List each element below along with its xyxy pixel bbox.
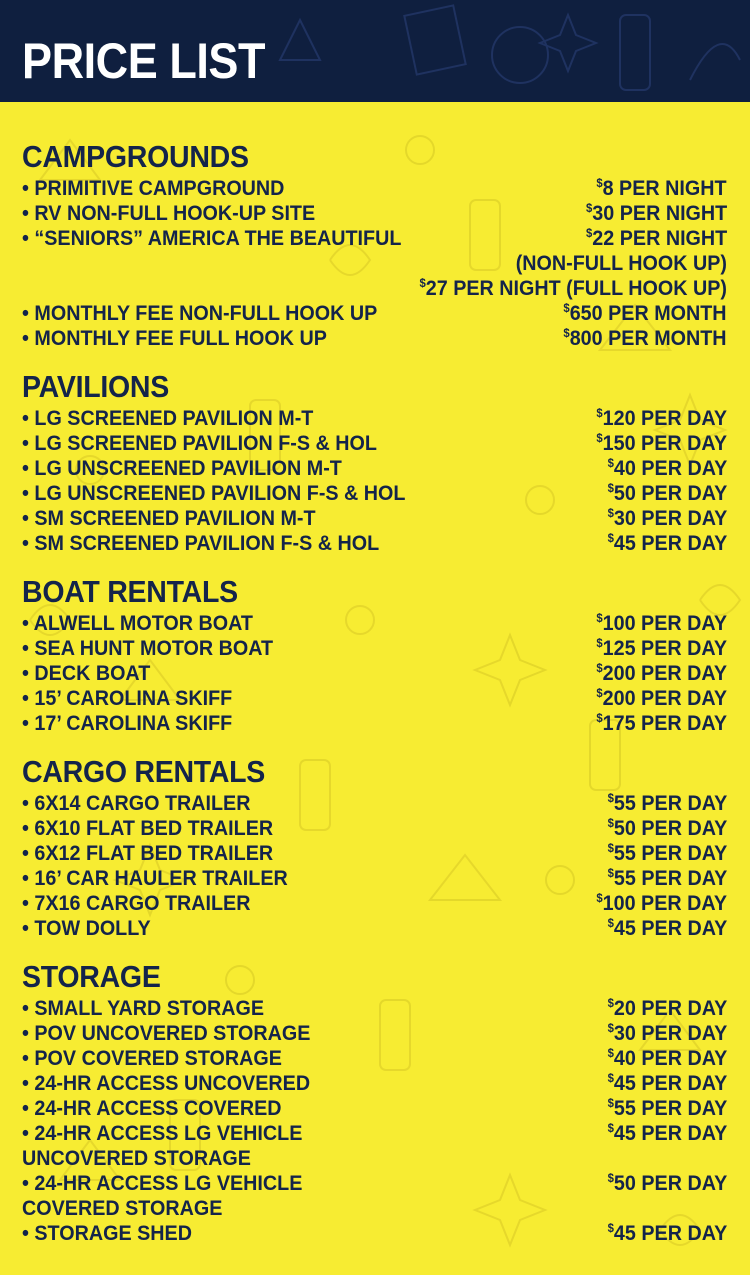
item-price: $55 PER DAY: [607, 791, 727, 815]
item-price: $40 PER DAY: [607, 456, 727, 480]
list-item: [22, 791, 727, 816]
currency-symbol: $: [596, 431, 603, 445]
item-label: • 6X12 FLAT BED TRAILER: [22, 842, 274, 865]
item-price: $45 PER DAY: [607, 1071, 727, 1095]
list-item: [22, 841, 727, 866]
item-label: • 24-HR ACCESS LG VEHICLE UNCOVERED STORAGE: [22, 1122, 303, 1170]
section-title: STORAGE: [22, 959, 161, 994]
currency-symbol: $: [419, 276, 426, 290]
item-price: $150 PER DAY: [596, 431, 727, 455]
item-price: $50 PER DAY: [607, 481, 727, 505]
currency-symbol: $: [607, 996, 614, 1010]
section-title: PAVILIONS: [22, 369, 169, 404]
item-price: $55 PER DAY: [607, 1096, 727, 1120]
list-item: [22, 1121, 727, 1171]
currency-symbol: $: [607, 531, 614, 545]
item-price: $30 PER NIGHT: [585, 201, 727, 225]
item-label: • SMALL YARD STORAGE: [22, 997, 265, 1020]
item-label: • 24-HR ACCESS UNCOVERED: [22, 1072, 311, 1095]
item-price: $20 PER DAY: [607, 996, 727, 1020]
item-label: • STORAGE SHED: [22, 1222, 192, 1245]
currency-symbol: $: [607, 1046, 614, 1060]
page-title: PRICE LIST: [22, 33, 266, 89]
currency-symbol: $: [607, 791, 614, 805]
list-item: [22, 326, 727, 351]
list-item: [22, 891, 727, 916]
item-price: $8 PER NIGHT: [596, 176, 727, 200]
section-title: CARGO RENTALS: [22, 754, 266, 789]
list-item: [22, 1021, 727, 1046]
item-label: • POV COVERED STORAGE: [22, 1047, 282, 1070]
currency-symbol: $: [607, 1221, 614, 1235]
list-item: [22, 816, 727, 841]
list-item: [22, 301, 727, 326]
currency-symbol: $: [596, 711, 603, 725]
item-price: $45 PER DAY: [607, 1221, 727, 1245]
list-item: [22, 686, 727, 711]
item-price: $800 PER MONTH: [563, 326, 727, 350]
item-label: • MONTHLY FEE FULL HOOK UP: [22, 327, 327, 350]
currency-symbol: $: [596, 176, 604, 190]
item-price: $45 PER DAY: [607, 916, 727, 940]
item-price: $55 PER DAY: [607, 866, 727, 890]
list-item: [22, 176, 727, 201]
item-label: • 17’ CAROLINA SKIFF: [22, 712, 233, 735]
item-price: $50 PER DAY: [607, 816, 727, 840]
item-label: • 16’ CAR HAULER TRAILER: [22, 867, 288, 890]
item-label: • RV NON-FULL HOOK-UP SITE: [22, 202, 316, 225]
list-item: [22, 531, 727, 556]
item-price: $30 PER DAY: [607, 1021, 727, 1045]
currency-symbol: $: [607, 916, 614, 930]
currency-symbol: $: [607, 1071, 614, 1085]
currency-symbol: $: [563, 301, 571, 315]
item-label: • LG SCREENED PAVILION F-S & HOL: [22, 432, 377, 455]
item-label: • 24-HR ACCESS LG VEHICLE COVERED STORAGE: [22, 1172, 303, 1220]
currency-symbol: $: [596, 406, 603, 420]
item-price: $100 PER DAY: [596, 611, 727, 635]
item-label: • 15’ CAROLINA SKIFF: [22, 687, 233, 710]
price-list: [22, 138, 727, 1263]
list-item: [22, 866, 727, 891]
currency-symbol: $: [607, 456, 614, 470]
currency-symbol: $: [596, 636, 603, 650]
list-item: [22, 611, 727, 636]
list-item: [22, 456, 727, 481]
currency-symbol: $: [607, 1171, 614, 1185]
item-price: $120 PER DAY: [596, 406, 727, 430]
item-label: • 7X16 CARGO TRAILER: [22, 892, 251, 915]
list-item: [22, 1046, 727, 1071]
list-item: [22, 711, 727, 736]
item-label: • POV UNCOVERED STORAGE: [22, 1022, 311, 1045]
list-item: [22, 661, 727, 686]
list-item: [22, 1221, 727, 1246]
list-item: [22, 1171, 727, 1221]
item-price: $125 PER DAY: [596, 636, 727, 660]
item-price: $55 PER DAY: [607, 841, 727, 865]
currency-symbol: $: [607, 1121, 614, 1135]
list-item: [22, 431, 727, 456]
item-price: $40 PER DAY: [607, 1046, 727, 1070]
item-label: • “SENIORS” AMERICA THE BEAUTIFUL: [22, 227, 402, 250]
item-price: $175 PER DAY: [596, 711, 727, 735]
currency-symbol: $: [596, 661, 603, 675]
section-campgrounds: [22, 138, 727, 351]
currency-symbol: $: [607, 816, 614, 830]
item-label: • LG UNSCREENED PAVILION F-S & HOL: [22, 482, 406, 505]
section-boat-rentals: [22, 573, 727, 736]
list-item: [22, 636, 727, 661]
list-item: [22, 1071, 727, 1096]
list-item: [22, 996, 727, 1021]
currency-symbol: $: [607, 1096, 614, 1110]
section-cargo-rentals: [22, 753, 727, 941]
currency-symbol: $: [596, 611, 603, 625]
currency-symbol: $: [585, 201, 593, 215]
header-banner: [0, 0, 750, 102]
item-label: • 6X10 FLAT BED TRAILER: [22, 817, 274, 840]
currency-symbol: $: [596, 686, 603, 700]
item-label: • 6X14 CARGO TRAILER: [22, 792, 251, 815]
item-price: $50 PER DAY: [607, 1171, 727, 1195]
currency-symbol: $: [607, 866, 614, 880]
list-item: [22, 226, 727, 251]
item-price-note: (NON-FULL HOOK UP): [515, 252, 727, 275]
currency-symbol: $: [607, 481, 614, 495]
list-item: [22, 406, 727, 431]
item-label: • LG SCREENED PAVILION M-T: [22, 407, 314, 430]
item-price: $30 PER DAY: [607, 506, 727, 530]
item-label: • SM SCREENED PAVILION M-T: [22, 507, 316, 530]
section-title: CAMPGROUNDS: [22, 139, 249, 174]
list-item: [22, 201, 727, 226]
section-pavilions: [22, 368, 727, 556]
list-item: [22, 1096, 727, 1121]
currency-symbol: $: [585, 226, 593, 240]
item-price: $22 PER NIGHT: [585, 226, 727, 250]
item-label: • SM SCREENED PAVILION F-S & HOL: [22, 532, 380, 555]
currency-symbol: $: [607, 841, 614, 855]
currency-symbol: $: [607, 506, 614, 520]
item-label: • PRIMITIVE CAMPGROUND: [22, 177, 285, 200]
item-price: $200 PER DAY: [596, 661, 727, 685]
item-price: $45 PER DAY: [607, 1121, 727, 1145]
item-label: • SEA HUNT MOTOR BOAT: [22, 637, 274, 660]
item-price: $200 PER DAY: [596, 686, 727, 710]
item-label: • TOW DOLLY: [22, 917, 151, 940]
item-price: $100 PER DAY: [596, 891, 727, 915]
section-storage: [22, 958, 727, 1246]
list-item: [22, 506, 727, 531]
item-label: • 24-HR ACCESS COVERED: [22, 1097, 282, 1120]
item-price: $650 PER MONTH: [563, 301, 727, 325]
currency-symbol: $: [563, 326, 571, 340]
item-label: • DECK BOAT: [22, 662, 151, 685]
item-label: • LG UNSCREENED PAVILION M-T: [22, 457, 342, 480]
section-title: BOAT RENTALS: [22, 574, 238, 609]
item-label: • MONTHLY FEE NON-FULL HOOK UP: [22, 302, 378, 325]
list-item: [22, 481, 727, 506]
currency-symbol: $: [596, 891, 603, 905]
item-price-alt: $27 PER NIGHT (FULL HOOK UP): [419, 276, 727, 300]
list-item: [22, 916, 727, 941]
item-label: • ALWELL MOTOR BOAT: [22, 612, 253, 635]
item-price: $45 PER DAY: [607, 531, 727, 555]
currency-symbol: $: [607, 1021, 614, 1035]
